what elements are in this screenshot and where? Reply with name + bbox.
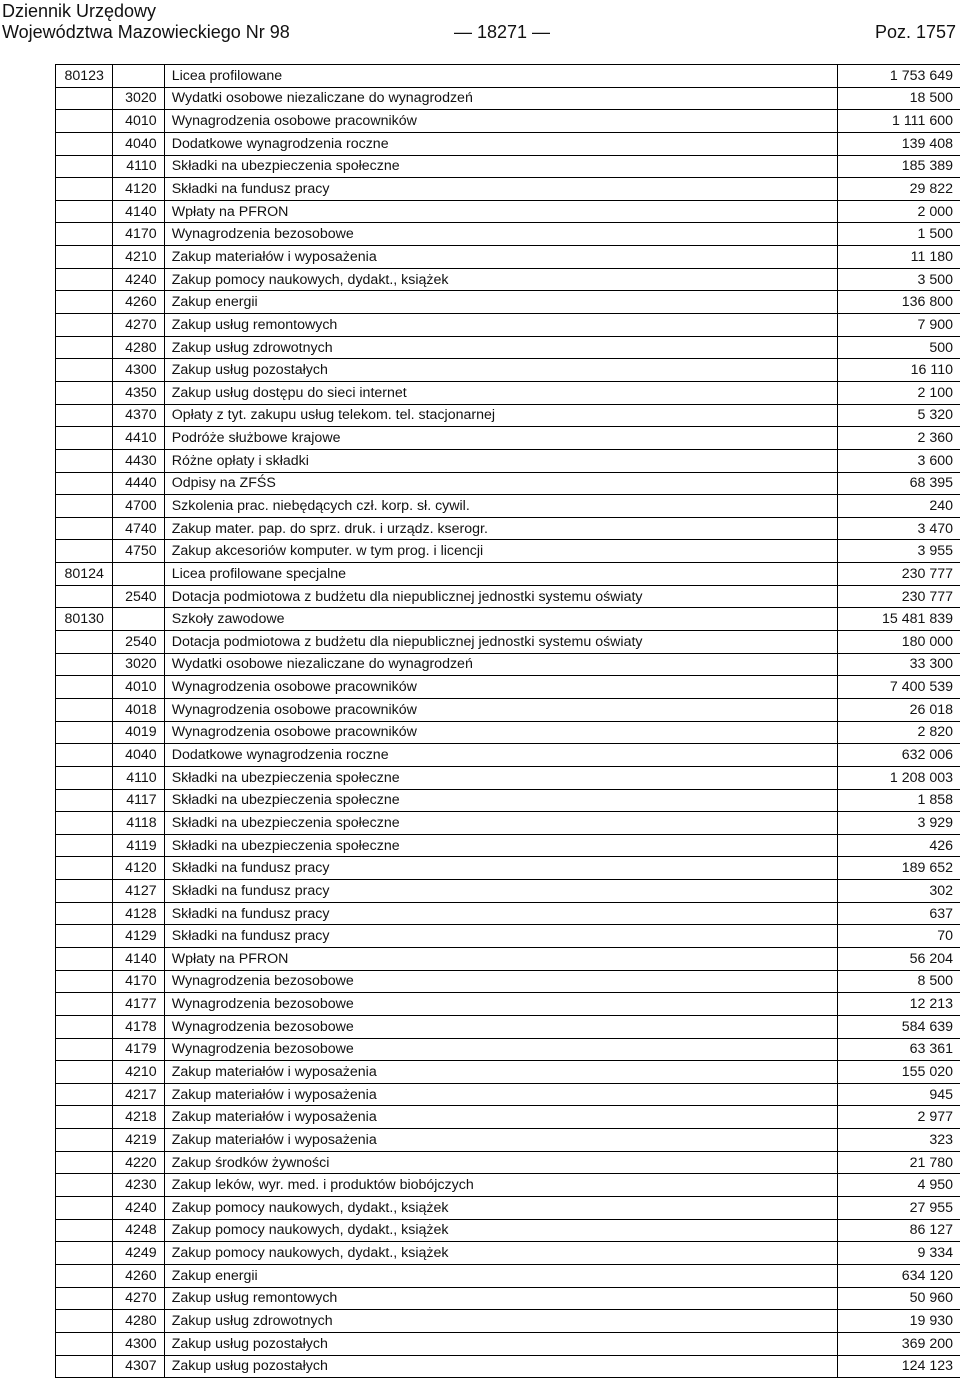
description-cell: Zakup materiałów i wyposażenia [164,1129,837,1152]
amount-cell: 426 [838,834,960,857]
paragraph-code-cell: 4129 [113,925,164,948]
description-cell: Zakup akcesoriów komputer. w tym prog. i licencji [164,540,837,563]
table-row [56,925,960,948]
description-cell: Zakup mater. pap. do sprz. druk. i urządz. kserogr. [164,517,837,540]
amount-cell: 68 395 [838,472,960,495]
amount-cell: 155 020 [838,1061,960,1084]
description-cell: Zakup materiałów i wyposażenia [164,1061,837,1084]
amount-cell: 19 930 [838,1310,960,1333]
description-cell: Wydatki osobowe niezaliczane do wynagrodzeń [164,653,837,676]
paragraph-code-cell: 4218 [113,1106,164,1129]
section-code-cell [56,223,113,246]
table-row [56,1355,960,1378]
paragraph-code-cell [113,608,164,631]
section-code-cell [56,314,113,337]
table-row [56,1287,960,1310]
description-cell: Zakup usług zdrowotnych [164,336,837,359]
section-code-cell: 80123 [56,65,113,88]
description-cell: Opłaty z tyt. zakupu usług telekom. tel. stacjonarnej [164,404,837,427]
amount-cell: 637 [838,902,960,925]
amount-cell: 2 100 [838,381,960,404]
paragraph-code-cell: 4750 [113,540,164,563]
section-code-cell [56,1264,113,1287]
description-cell: Zakup usług dostępu do sieci internet [164,381,837,404]
paragraph-code-cell [113,563,164,586]
section-code-cell [56,880,113,903]
section-code-cell [56,1129,113,1152]
section-code-cell [56,812,113,835]
amount-cell: 29 822 [838,178,960,201]
table-row [56,1106,960,1129]
paragraph-code-cell: 3020 [113,653,164,676]
amount-cell: 369 200 [838,1332,960,1355]
description-cell: Zakup usług pozostałych [164,359,837,382]
paragraph-code-cell: 4270 [113,1287,164,1310]
table-row [56,268,960,291]
table-row [56,472,960,495]
section-code-cell [56,1174,113,1197]
paragraph-code-cell: 4370 [113,404,164,427]
table-row [56,1264,960,1287]
paragraph-code-cell: 4280 [113,336,164,359]
description-cell: Zakup usług zdrowotnych [164,1310,837,1333]
description-cell: Składki na fundusz pracy [164,925,837,948]
paragraph-code-cell: 4410 [113,427,164,450]
section-code-cell [56,1151,113,1174]
table-row [56,947,960,970]
paragraph-code-cell: 4018 [113,698,164,721]
description-cell: Dotacja podmiotowa z budżetu dla niepublicznej jednostki systemu oświaty [164,585,837,608]
table-row [56,110,960,133]
table-row [56,902,960,925]
table-row [56,517,960,540]
section-code-cell [56,517,113,540]
section-code-cell [56,246,113,269]
page-number: — 18271 — [454,22,551,42]
amount-cell: 139 408 [838,132,960,155]
amount-cell: 1 111 600 [838,110,960,133]
table-row [56,223,960,246]
journal-title: Dziennik Urzędowy [2,1,157,21]
section-code-cell [56,449,113,472]
section-code-cell [56,653,113,676]
amount-cell: 2 977 [838,1106,960,1129]
paragraph-code-cell: 4110 [113,766,164,789]
description-cell: Składki na fundusz pracy [164,902,837,925]
section-code-cell [56,1061,113,1084]
description-cell: Składki na fundusz pracy [164,178,837,201]
table-row [56,1151,960,1174]
description-cell: Wynagrodzenia bezosobowe [164,993,837,1016]
section-code-cell [56,268,113,291]
description-cell: Zakup usług remontowych [164,1287,837,1310]
amount-cell: 9 334 [838,1242,960,1265]
section-code-cell [56,472,113,495]
section-code-cell [56,1038,113,1061]
amount-cell: 11 180 [838,246,960,269]
section-code-cell [56,1219,113,1242]
table-row [56,427,960,450]
amount-cell: 1 208 003 [838,766,960,789]
budget-table-body [56,65,960,1378]
table-row [56,1197,960,1220]
table-row [56,812,960,835]
table-row [56,563,960,586]
description-cell: Odpisy na ZFŚS [164,472,837,495]
amount-cell: 136 800 [838,291,960,314]
description-cell: Zakup leków, wyr. med. i produktów biobójczych [164,1174,837,1197]
table-row [56,970,960,993]
page-header [0,0,960,46]
section-code-cell [56,1242,113,1265]
amount-cell: 124 123 [838,1355,960,1378]
paragraph-code-cell: 4140 [113,947,164,970]
description-cell: Zakup energii [164,1264,837,1287]
paragraph-code-cell: 4110 [113,155,164,178]
description-cell: Dodatkowe wynagrodzenia roczne [164,744,837,767]
paragraph-code-cell: 4178 [113,1015,164,1038]
description-cell: Dotacja podmiotowa z budżetu dla niepublicznej jednostki systemu oświaty [164,631,837,654]
paragraph-code-cell: 4217 [113,1083,164,1106]
amount-cell: 4 950 [838,1174,960,1197]
description-cell: Składki na ubezpieczenia społeczne [164,155,837,178]
section-code-cell [56,631,113,654]
table-row [56,608,960,631]
table-row [56,1332,960,1355]
amount-cell: 16 110 [838,359,960,382]
paragraph-code-cell: 4117 [113,789,164,812]
description-cell: Licea profilowane [164,65,837,88]
amount-cell: 21 780 [838,1151,960,1174]
paragraph-code-cell: 4140 [113,200,164,223]
amount-cell: 3 929 [838,812,960,835]
description-cell: Wynagrodzenia bezosobowe [164,1015,837,1038]
budget-table [55,64,960,1378]
paragraph-code-cell: 4040 [113,132,164,155]
position-number: Poz. 1757 [874,22,956,42]
paragraph-code-cell: 4240 [113,1197,164,1220]
amount-cell: 240 [838,495,960,518]
description-cell: Wynagrodzenia osobowe pracowników [164,676,837,699]
amount-cell: 63 361 [838,1038,960,1061]
paragraph-code-cell: 4170 [113,223,164,246]
section-code-cell: 80130 [56,608,113,631]
description-cell: Zakup usług pozostałych [164,1332,837,1355]
section-code-cell [56,110,113,133]
table-row [56,880,960,903]
section-code-cell [56,902,113,925]
section-code-cell [56,132,113,155]
amount-cell: 1 500 [838,223,960,246]
table-row [56,246,960,269]
section-code-cell [56,155,113,178]
paragraph-code-cell: 4177 [113,993,164,1016]
paragraph-code-cell: 4430 [113,449,164,472]
paragraph-code-cell: 4440 [113,472,164,495]
section-code-cell [56,1355,113,1378]
paragraph-code-cell: 4300 [113,359,164,382]
section-code-cell [56,925,113,948]
amount-cell: 634 120 [838,1264,960,1287]
paragraph-code-cell: 4120 [113,178,164,201]
paragraph-code-cell: 2540 [113,585,164,608]
amount-cell: 26 018 [838,698,960,721]
table-row [56,1174,960,1197]
amount-cell: 3 955 [838,540,960,563]
amount-cell: 50 960 [838,1287,960,1310]
description-cell: Szkolenia prac. niebędących czł. korp. sł. cywil. [164,495,837,518]
table-row [56,585,960,608]
description-cell: Wpłaty na PFRON [164,947,837,970]
section-code-cell [56,744,113,767]
description-cell: Składki na ubezpieczenia społeczne [164,789,837,812]
amount-cell: 7 900 [838,314,960,337]
table-row [56,178,960,201]
description-cell: Szkoły zawodowe [164,608,837,631]
section-code-cell [56,381,113,404]
paragraph-code-cell: 4260 [113,1264,164,1287]
section-code-cell [56,540,113,563]
table-row [56,1129,960,1152]
section-code-cell [56,676,113,699]
table-row [56,653,960,676]
table-row [56,631,960,654]
paragraph-code-cell: 4119 [113,834,164,857]
amount-cell: 5 320 [838,404,960,427]
table-row [56,449,960,472]
table-row [56,1083,960,1106]
section-code-cell [56,291,113,314]
description-cell: Zakup usług remontowych [164,314,837,337]
amount-cell: 2 820 [838,721,960,744]
description-cell: Wynagrodzenia bezosobowe [164,223,837,246]
amount-cell: 3 600 [838,449,960,472]
journal-issue: Województwa Mazowieckiego Nr 98 [2,22,290,42]
description-cell: Składki na fundusz pracy [164,880,837,903]
table-row [56,336,960,359]
amount-cell: 180 000 [838,631,960,654]
paragraph-code-cell: 4210 [113,1061,164,1084]
table-row [56,540,960,563]
section-code-cell: 80124 [56,563,113,586]
section-code-cell [56,404,113,427]
section-code-cell [56,178,113,201]
table-row [56,381,960,404]
table-row [56,1242,960,1265]
table-row [56,766,960,789]
paragraph-code-cell: 4280 [113,1310,164,1333]
section-code-cell [56,993,113,1016]
paragraph-code-cell: 4350 [113,381,164,404]
paragraph-code-cell: 4019 [113,721,164,744]
section-code-cell [56,1197,113,1220]
amount-cell: 8 500 [838,970,960,993]
paragraph-code-cell: 4700 [113,495,164,518]
table-row [56,1015,960,1038]
description-cell: Podróże służbowe krajowe [164,427,837,450]
amount-cell: 33 300 [838,653,960,676]
table-row [56,857,960,880]
section-code-cell [56,834,113,857]
section-code-cell [56,1106,113,1129]
section-code-cell [56,359,113,382]
paragraph-code-cell: 4300 [113,1332,164,1355]
section-code-cell [56,970,113,993]
description-cell: Zakup środków żywności [164,1151,837,1174]
description-cell: Składki na ubezpieczenia społeczne [164,812,837,835]
amount-cell: 2 000 [838,200,960,223]
amount-cell: 70 [838,925,960,948]
description-cell: Wpłaty na PFRON [164,200,837,223]
paragraph-code-cell: 4127 [113,880,164,903]
paragraph-code-cell: 4307 [113,1355,164,1378]
description-cell: Zakup usług pozostałych [164,1355,837,1378]
section-code-cell [56,1287,113,1310]
paragraph-code-cell: 4220 [113,1151,164,1174]
paragraph-code-cell: 4249 [113,1242,164,1265]
table-row [56,1219,960,1242]
paragraph-code-cell: 4120 [113,857,164,880]
paragraph-code-cell: 4010 [113,676,164,699]
section-code-cell [56,200,113,223]
description-cell: Zakup pomocy naukowych, dydakt., książek [164,1219,837,1242]
paragraph-code-cell: 4128 [113,902,164,925]
table-row [56,993,960,1016]
description-cell: Wynagrodzenia bezosobowe [164,970,837,993]
description-cell: Zakup materiałów i wyposażenia [164,1106,837,1129]
paragraph-code-cell: 4270 [113,314,164,337]
amount-cell: 302 [838,880,960,903]
description-cell: Wynagrodzenia osobowe pracowników [164,110,837,133]
table-row [56,698,960,721]
table-row [56,155,960,178]
amount-cell: 323 [838,1129,960,1152]
section-code-cell [56,1310,113,1333]
table-row [56,495,960,518]
section-code-cell [56,1083,113,1106]
paragraph-code-cell: 4118 [113,812,164,835]
section-code-cell [56,721,113,744]
description-cell: Składki na ubezpieczenia społeczne [164,834,837,857]
amount-cell: 230 777 [838,563,960,586]
table-row [56,132,960,155]
paragraph-code-cell: 4740 [113,517,164,540]
description-cell: Zakup pomocy naukowych, dydakt., książek [164,1197,837,1220]
amount-cell: 15 481 839 [838,608,960,631]
amount-cell: 230 777 [838,585,960,608]
section-code-cell [56,1332,113,1355]
amount-cell: 945 [838,1083,960,1106]
description-cell: Zakup materiałów i wyposażenia [164,1083,837,1106]
table-row [56,314,960,337]
amount-cell: 3 500 [838,268,960,291]
description-cell: Zakup pomocy naukowych, dydakt., książek [164,268,837,291]
description-cell: Różne opłaty i składki [164,449,837,472]
description-cell: Składki na ubezpieczenia społeczne [164,766,837,789]
section-code-cell [56,1015,113,1038]
table-row [56,359,960,382]
amount-cell: 27 955 [838,1197,960,1220]
table-row [56,1310,960,1333]
paragraph-code-cell: 3020 [113,87,164,110]
section-code-cell [56,87,113,110]
section-code-cell [56,766,113,789]
table-row [56,87,960,110]
paragraph-code-cell: 4040 [113,744,164,767]
table-row [56,1038,960,1061]
amount-cell: 632 006 [838,744,960,767]
amount-cell: 189 652 [838,857,960,880]
paragraph-code-cell: 4010 [113,110,164,133]
amount-cell: 86 127 [838,1219,960,1242]
description-cell: Wynagrodzenia osobowe pracowników [164,721,837,744]
amount-cell: 18 500 [838,87,960,110]
amount-cell: 56 204 [838,947,960,970]
section-code-cell [56,585,113,608]
paragraph-code-cell: 4179 [113,1038,164,1061]
amount-cell: 7 400 539 [838,676,960,699]
section-code-cell [56,857,113,880]
table-row [56,291,960,314]
paragraph-code-cell: 4210 [113,246,164,269]
table-row [56,404,960,427]
section-code-cell [56,789,113,812]
amount-cell: 584 639 [838,1015,960,1038]
section-code-cell [56,495,113,518]
amount-cell: 3 470 [838,517,960,540]
table-row [56,721,960,744]
description-cell: Wynagrodzenia osobowe pracowników [164,698,837,721]
description-cell: Dodatkowe wynagrodzenia roczne [164,132,837,155]
paragraph-code-cell [113,65,164,88]
table-row [56,1061,960,1084]
section-code-cell [56,947,113,970]
section-code-cell [56,698,113,721]
description-cell: Licea profilowane specjalne [164,563,837,586]
paragraph-code-cell: 4260 [113,291,164,314]
amount-cell: 1 753 649 [838,65,960,88]
amount-cell: 2 360 [838,427,960,450]
table-row [56,744,960,767]
paragraph-code-cell: 4170 [113,970,164,993]
description-cell: Wynagrodzenia bezosobowe [164,1038,837,1061]
paragraph-code-cell: 4219 [113,1129,164,1152]
description-cell: Zakup pomocy naukowych, dydakt., książek [164,1242,837,1265]
paragraph-code-cell: 4248 [113,1219,164,1242]
paragraph-code-cell: 4230 [113,1174,164,1197]
table-row [56,200,960,223]
description-cell: Składki na fundusz pracy [164,857,837,880]
table-row [56,834,960,857]
section-code-cell [56,336,113,359]
description-cell: Wydatki osobowe niezaliczane do wynagrodzeń [164,87,837,110]
amount-cell: 12 213 [838,993,960,1016]
amount-cell: 500 [838,336,960,359]
table-row [56,676,960,699]
paragraph-code-cell: 2540 [113,631,164,654]
section-code-cell [56,427,113,450]
table-row [56,65,960,88]
table-row [56,789,960,812]
amount-cell: 1 858 [838,789,960,812]
amount-cell: 185 389 [838,155,960,178]
description-cell: Zakup materiałów i wyposażenia [164,246,837,269]
paragraph-code-cell: 4240 [113,268,164,291]
description-cell: Zakup energii [164,291,837,314]
